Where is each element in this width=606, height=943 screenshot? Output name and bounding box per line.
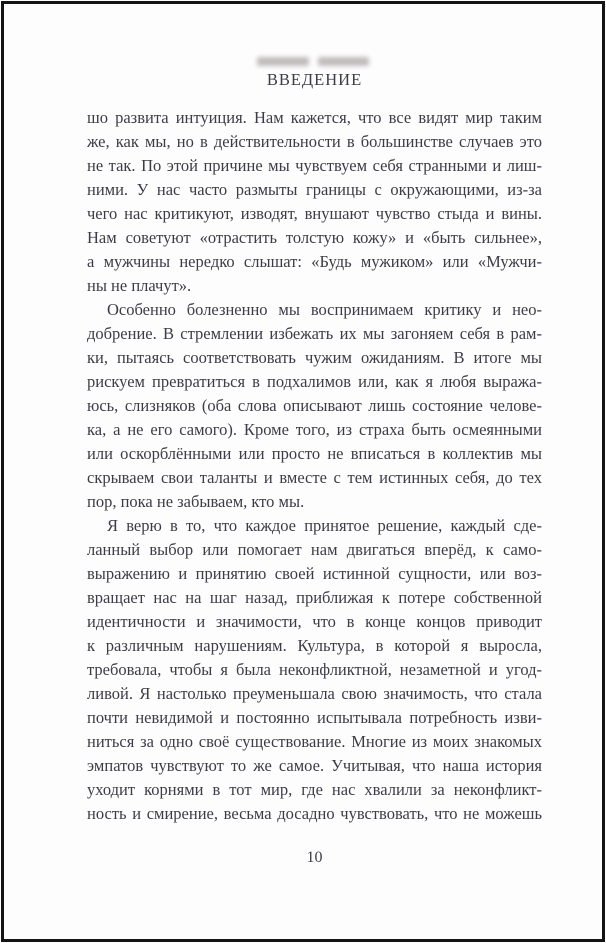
text-line: добрение. В стремлении избежать их мы загоняем себя в рам- xyxy=(87,324,542,343)
page-number: 10 xyxy=(306,849,323,866)
body-text xyxy=(87,106,542,826)
text-line: Я верю в то, что каждое принятое решение, каждый сде- xyxy=(107,516,542,535)
text-line: ны не плачут». xyxy=(87,276,192,295)
text-line: ланный выбор или помогает нам двигаться вперёд, к само- xyxy=(87,540,542,559)
text-line: чего нас критикуют, изводят, внушают чувство стыда и вины. xyxy=(87,204,542,223)
text-line: рискуем превратиться в подхалимов или, как я любя выража- xyxy=(87,372,542,391)
text-line: Нам советуют «отрастить толстую кожу» и «быть сильнее», xyxy=(87,228,542,247)
text-line: Особенно болезненно мы воспринимаем критику и нео- xyxy=(107,300,542,319)
reverse-page-showthrough xyxy=(257,57,369,66)
text-line: ка, а не его самого). Кроме того, из страха быть осмеянными xyxy=(87,420,542,439)
text-line: требовала, чтобы я была неконфликтной, незаметной и угод- xyxy=(87,660,542,679)
text-line: вращает нас на шаг назад, приближая к потере собственной xyxy=(87,588,542,607)
chapter-header: ВВЕДЕНИЕ xyxy=(266,70,363,89)
showthrough-smudge xyxy=(318,57,370,66)
text-line: ность и смирение, весьма досадно чувствовать, что не можешь xyxy=(87,804,542,823)
text-line: ки, пытаясь соответствовать чужим ожиданиям. В итоге мы xyxy=(87,348,542,367)
text-line: выражению и принятию своей истинной сущности, или воз- xyxy=(87,564,542,583)
text-line: шо развита интуиция. Нам кажется, что все видят мир таким xyxy=(87,108,542,127)
text-line: не так. По этой причине мы чувствуем себя странными и лиш- xyxy=(87,156,542,175)
showthrough-smudge xyxy=(257,57,309,66)
text-line: же, как мы, но в действительности в большинстве случаев это xyxy=(87,132,542,151)
text-line: эмпатов чувствуют то же самое. Учитывая, что наша история xyxy=(87,756,542,775)
text-line: почти невидимой и постоянно испытывала потребность изви- xyxy=(87,708,542,727)
text-line: юсь, слизняков (оба слова описывают лишь состояние челове- xyxy=(87,396,542,415)
text-line: ливой. Я настолько преуменьшала свою значимость, что стала xyxy=(87,684,542,703)
text-line: пор, пока не забываем, кто мы. xyxy=(87,492,305,511)
text-line: ними. У нас часто размыты границы с окружающими, из-за xyxy=(87,180,542,199)
text-line: а мужчины нередко слышат: «Будь мужиком» или «Мужчи- xyxy=(87,252,542,271)
text-line: скрываем свои таланты и вместе с тем истинных себя, до тех xyxy=(87,468,542,487)
text-line: идентичности и значимости, что в конце концов приводит xyxy=(87,612,542,631)
text-line: или оскорблёнными или просто не вписаться в коллектив мы xyxy=(87,444,542,463)
text-line: к различным нарушениям. Культура, в которой я выросла, xyxy=(87,636,542,655)
text-line: ниться за одно своё существование. Многие из моих знакомых xyxy=(87,732,542,751)
text-line: уходит корнями в тот мир, где нас хвалили за неконфликт- xyxy=(87,780,542,799)
